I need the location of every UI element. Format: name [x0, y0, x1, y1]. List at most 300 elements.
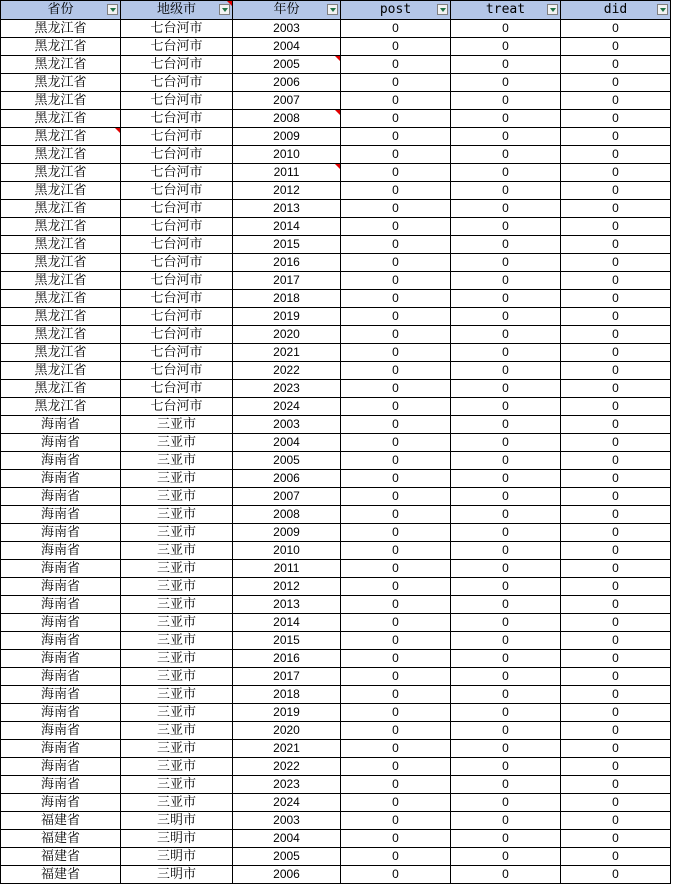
year-cell[interactable]: 2005	[233, 56, 341, 74]
treat-cell[interactable]: 0	[451, 794, 561, 812]
city-cell[interactable]: 三明市	[121, 866, 233, 884]
did-cell[interactable]: 0	[561, 380, 671, 398]
year-cell[interactable]: 2006	[233, 74, 341, 92]
treat-cell[interactable]: 0	[451, 776, 561, 794]
treat-cell[interactable]: 0	[451, 614, 561, 632]
year-cell[interactable]: 2004	[233, 830, 341, 848]
city-cell[interactable]: 七台河市	[121, 380, 233, 398]
year-cell[interactable]: 2003	[233, 812, 341, 830]
year-cell[interactable]: 2011	[233, 560, 341, 578]
post-cell[interactable]: 0	[341, 344, 451, 362]
city-cell[interactable]: 三亚市	[121, 632, 233, 650]
comment-indicator-icon[interactable]	[335, 56, 340, 61]
post-cell[interactable]: 0	[341, 650, 451, 668]
city-cell[interactable]: 七台河市	[121, 326, 233, 344]
post-cell[interactable]: 0	[341, 848, 451, 866]
province-cell[interactable]: 黑龙江省	[1, 182, 121, 200]
treat-cell[interactable]: 0	[451, 398, 561, 416]
province-cell[interactable]: 海南省	[1, 524, 121, 542]
year-cell[interactable]: 2014	[233, 614, 341, 632]
year-cell[interactable]: 2015	[233, 236, 341, 254]
city-cell[interactable]: 七台河市	[121, 20, 233, 38]
header-did[interactable]	[561, 1, 671, 20]
did-cell[interactable]: 0	[561, 200, 671, 218]
year-cell[interactable]: 2023	[233, 380, 341, 398]
province-cell[interactable]: 黑龙江省	[1, 236, 121, 254]
post-cell[interactable]: 0	[341, 596, 451, 614]
city-cell[interactable]: 三亚市	[121, 794, 233, 812]
province-cell[interactable]: 黑龙江省	[1, 164, 121, 182]
year-cell[interactable]: 2015	[233, 632, 341, 650]
comment-indicator-icon[interactable]	[115, 128, 120, 133]
city-cell[interactable]: 三亚市	[121, 470, 233, 488]
year-cell[interactable]: 2005	[233, 452, 341, 470]
did-cell[interactable]: 0	[561, 650, 671, 668]
post-cell[interactable]: 0	[341, 218, 451, 236]
post-cell[interactable]: 0	[341, 830, 451, 848]
year-cell[interactable]: 2019	[233, 704, 341, 722]
treat-cell[interactable]: 0	[451, 866, 561, 884]
post-cell[interactable]: 0	[341, 452, 451, 470]
province-cell[interactable]: 海南省	[1, 722, 121, 740]
treat-cell[interactable]: 0	[451, 812, 561, 830]
city-cell[interactable]: 三亚市	[121, 416, 233, 434]
province-cell[interactable]: 黑龙江省	[1, 110, 121, 128]
year-cell[interactable]: 2016	[233, 254, 341, 272]
year-cell[interactable]: 2013	[233, 596, 341, 614]
year-cell[interactable]: 2020	[233, 326, 341, 344]
year-cell[interactable]: 2022	[233, 758, 341, 776]
did-cell[interactable]: 0	[561, 20, 671, 38]
did-cell[interactable]: 0	[561, 92, 671, 110]
did-cell[interactable]: 0	[561, 344, 671, 362]
did-cell[interactable]: 0	[561, 110, 671, 128]
year-cell[interactable]: 2021	[233, 740, 341, 758]
province-cell[interactable]: 海南省	[1, 542, 121, 560]
year-cell[interactable]: 2024	[233, 398, 341, 416]
post-cell[interactable]: 0	[341, 740, 451, 758]
filter-dropdown-icon[interactable]	[657, 4, 668, 15]
province-cell[interactable]: 福建省	[1, 866, 121, 884]
did-cell[interactable]: 0	[561, 812, 671, 830]
city-cell[interactable]: 七台河市	[121, 38, 233, 56]
province-cell[interactable]: 海南省	[1, 794, 121, 812]
city-cell[interactable]: 七台河市	[121, 254, 233, 272]
province-cell[interactable]: 海南省	[1, 470, 121, 488]
did-cell[interactable]: 0	[561, 668, 671, 686]
province-cell[interactable]: 海南省	[1, 560, 121, 578]
treat-cell[interactable]: 0	[451, 164, 561, 182]
post-cell[interactable]: 0	[341, 416, 451, 434]
post-cell[interactable]: 0	[341, 92, 451, 110]
treat-cell[interactable]: 0	[451, 326, 561, 344]
city-cell[interactable]: 七台河市	[121, 74, 233, 92]
did-cell[interactable]: 0	[561, 794, 671, 812]
province-cell[interactable]: 黑龙江省	[1, 38, 121, 56]
city-cell[interactable]: 三亚市	[121, 686, 233, 704]
treat-cell[interactable]: 0	[451, 632, 561, 650]
treat-cell[interactable]: 0	[451, 74, 561, 92]
year-cell[interactable]: 2007	[233, 92, 341, 110]
post-cell[interactable]: 0	[341, 236, 451, 254]
did-cell[interactable]: 0	[561, 362, 671, 380]
city-cell[interactable]: 三亚市	[121, 560, 233, 578]
year-cell[interactable]: 2008	[233, 110, 341, 128]
did-cell[interactable]: 0	[561, 506, 671, 524]
province-cell[interactable]: 黑龙江省	[1, 218, 121, 236]
post-cell[interactable]: 0	[341, 308, 451, 326]
city-cell[interactable]: 三亚市	[121, 524, 233, 542]
treat-cell[interactable]: 0	[451, 290, 561, 308]
year-cell[interactable]: 2003	[233, 20, 341, 38]
city-cell[interactable]: 三亚市	[121, 452, 233, 470]
province-cell[interactable]: 海南省	[1, 452, 121, 470]
province-cell[interactable]: 海南省	[1, 614, 121, 632]
filter-dropdown-icon[interactable]	[327, 4, 338, 15]
year-cell[interactable]: 2012	[233, 578, 341, 596]
year-cell[interactable]: 2007	[233, 488, 341, 506]
post-cell[interactable]: 0	[341, 668, 451, 686]
city-cell[interactable]: 七台河市	[121, 308, 233, 326]
city-cell[interactable]: 三亚市	[121, 596, 233, 614]
treat-cell[interactable]: 0	[451, 362, 561, 380]
did-cell[interactable]: 0	[561, 740, 671, 758]
city-cell[interactable]: 七台河市	[121, 200, 233, 218]
treat-cell[interactable]: 0	[451, 254, 561, 272]
province-cell[interactable]: 海南省	[1, 704, 121, 722]
header-year[interactable]	[233, 1, 341, 20]
year-cell[interactable]: 2004	[233, 38, 341, 56]
comment-indicator-icon[interactable]	[335, 110, 340, 115]
header-post[interactable]	[341, 1, 451, 20]
post-cell[interactable]: 0	[341, 38, 451, 56]
province-cell[interactable]: 海南省	[1, 758, 121, 776]
city-cell[interactable]: 七台河市	[121, 398, 233, 416]
filter-dropdown-icon[interactable]	[437, 4, 448, 15]
post-cell[interactable]: 0	[341, 524, 451, 542]
treat-cell[interactable]: 0	[451, 20, 561, 38]
treat-cell[interactable]: 0	[451, 686, 561, 704]
year-cell[interactable]: 2008	[233, 506, 341, 524]
header-city[interactable]	[121, 1, 233, 20]
did-cell[interactable]: 0	[561, 524, 671, 542]
province-cell[interactable]: 海南省	[1, 686, 121, 704]
did-cell[interactable]: 0	[561, 722, 671, 740]
comment-indicator-icon[interactable]	[335, 164, 340, 169]
post-cell[interactable]: 0	[341, 794, 451, 812]
did-cell[interactable]: 0	[561, 776, 671, 794]
post-cell[interactable]: 0	[341, 578, 451, 596]
city-cell[interactable]: 七台河市	[121, 56, 233, 74]
year-cell[interactable]: 2005	[233, 848, 341, 866]
did-cell[interactable]: 0	[561, 848, 671, 866]
post-cell[interactable]: 0	[341, 200, 451, 218]
city-cell[interactable]: 七台河市	[121, 92, 233, 110]
post-cell[interactable]: 0	[341, 128, 451, 146]
province-cell[interactable]: 黑龙江省	[1, 326, 121, 344]
post-cell[interactable]: 0	[341, 182, 451, 200]
did-cell[interactable]: 0	[561, 596, 671, 614]
post-cell[interactable]: 0	[341, 542, 451, 560]
year-cell[interactable]: 2004	[233, 434, 341, 452]
post-cell[interactable]: 0	[341, 146, 451, 164]
treat-cell[interactable]: 0	[451, 182, 561, 200]
year-cell[interactable]: 2018	[233, 290, 341, 308]
year-cell[interactable]: 2017	[233, 668, 341, 686]
did-cell[interactable]: 0	[561, 236, 671, 254]
province-cell[interactable]: 黑龙江省	[1, 200, 121, 218]
city-cell[interactable]: 七台河市	[121, 218, 233, 236]
year-cell[interactable]: 2023	[233, 776, 341, 794]
treat-cell[interactable]: 0	[451, 740, 561, 758]
province-cell[interactable]: 黑龙江省	[1, 74, 121, 92]
year-cell[interactable]: 2003	[233, 416, 341, 434]
province-cell[interactable]: 海南省	[1, 632, 121, 650]
year-cell[interactable]: 2006	[233, 866, 341, 884]
city-cell[interactable]: 三亚市	[121, 650, 233, 668]
did-cell[interactable]: 0	[561, 38, 671, 56]
did-cell[interactable]: 0	[561, 146, 671, 164]
province-cell[interactable]: 黑龙江省	[1, 254, 121, 272]
post-cell[interactable]: 0	[341, 470, 451, 488]
city-cell[interactable]: 三明市	[121, 812, 233, 830]
province-cell[interactable]: 海南省	[1, 740, 121, 758]
did-cell[interactable]: 0	[561, 542, 671, 560]
city-cell[interactable]: 三亚市	[121, 578, 233, 596]
did-cell[interactable]: 0	[561, 218, 671, 236]
treat-cell[interactable]: 0	[451, 470, 561, 488]
province-cell[interactable]: 黑龙江省	[1, 398, 121, 416]
province-cell[interactable]: 海南省	[1, 488, 121, 506]
treat-cell[interactable]: 0	[451, 668, 561, 686]
city-cell[interactable]: 七台河市	[121, 128, 233, 146]
province-cell[interactable]: 海南省	[1, 650, 121, 668]
province-cell[interactable]: 海南省	[1, 434, 121, 452]
treat-cell[interactable]: 0	[451, 704, 561, 722]
post-cell[interactable]: 0	[341, 722, 451, 740]
did-cell[interactable]: 0	[561, 308, 671, 326]
city-cell[interactable]: 三亚市	[121, 722, 233, 740]
city-cell[interactable]: 七台河市	[121, 110, 233, 128]
header-province[interactable]	[1, 1, 121, 20]
did-cell[interactable]: 0	[561, 290, 671, 308]
year-cell[interactable]: 2020	[233, 722, 341, 740]
province-cell[interactable]: 福建省	[1, 830, 121, 848]
post-cell[interactable]: 0	[341, 704, 451, 722]
did-cell[interactable]: 0	[561, 866, 671, 884]
city-cell[interactable]: 三明市	[121, 848, 233, 866]
did-cell[interactable]: 0	[561, 272, 671, 290]
post-cell[interactable]: 0	[341, 776, 451, 794]
treat-cell[interactable]: 0	[451, 524, 561, 542]
city-cell[interactable]: 七台河市	[121, 236, 233, 254]
post-cell[interactable]: 0	[341, 272, 451, 290]
city-cell[interactable]: 三亚市	[121, 506, 233, 524]
treat-cell[interactable]: 0	[451, 218, 561, 236]
treat-cell[interactable]: 0	[451, 380, 561, 398]
city-cell[interactable]: 三亚市	[121, 614, 233, 632]
post-cell[interactable]: 0	[341, 56, 451, 74]
post-cell[interactable]: 0	[341, 110, 451, 128]
treat-cell[interactable]: 0	[451, 650, 561, 668]
did-cell[interactable]: 0	[561, 830, 671, 848]
did-cell[interactable]: 0	[561, 56, 671, 74]
post-cell[interactable]: 0	[341, 812, 451, 830]
treat-cell[interactable]: 0	[451, 542, 561, 560]
city-cell[interactable]: 三亚市	[121, 542, 233, 560]
province-cell[interactable]: 海南省	[1, 506, 121, 524]
did-cell[interactable]: 0	[561, 488, 671, 506]
did-cell[interactable]: 0	[561, 326, 671, 344]
province-cell[interactable]: 黑龙江省	[1, 56, 121, 74]
did-cell[interactable]: 0	[561, 758, 671, 776]
treat-cell[interactable]: 0	[451, 56, 561, 74]
year-cell[interactable]: 2009	[233, 128, 341, 146]
did-cell[interactable]: 0	[561, 398, 671, 416]
did-cell[interactable]: 0	[561, 74, 671, 92]
treat-cell[interactable]: 0	[451, 38, 561, 56]
post-cell[interactable]: 0	[341, 866, 451, 884]
treat-cell[interactable]: 0	[451, 560, 561, 578]
post-cell[interactable]: 0	[341, 434, 451, 452]
city-cell[interactable]: 三亚市	[121, 758, 233, 776]
did-cell[interactable]: 0	[561, 578, 671, 596]
did-cell[interactable]: 0	[561, 182, 671, 200]
province-cell[interactable]: 海南省	[1, 776, 121, 794]
treat-cell[interactable]: 0	[451, 722, 561, 740]
year-cell[interactable]: 2010	[233, 542, 341, 560]
year-cell[interactable]: 2009	[233, 524, 341, 542]
did-cell[interactable]: 0	[561, 704, 671, 722]
post-cell[interactable]: 0	[341, 560, 451, 578]
post-cell[interactable]: 0	[341, 362, 451, 380]
city-cell[interactable]: 三亚市	[121, 434, 233, 452]
treat-cell[interactable]: 0	[451, 236, 561, 254]
province-cell[interactable]: 黑龙江省	[1, 344, 121, 362]
did-cell[interactable]: 0	[561, 434, 671, 452]
year-cell[interactable]: 2018	[233, 686, 341, 704]
year-cell[interactable]: 2011	[233, 164, 341, 182]
treat-cell[interactable]: 0	[451, 452, 561, 470]
province-cell[interactable]: 黑龙江省	[1, 308, 121, 326]
did-cell[interactable]: 0	[561, 470, 671, 488]
province-cell[interactable]: 黑龙江省	[1, 380, 121, 398]
treat-cell[interactable]: 0	[451, 578, 561, 596]
post-cell[interactable]: 0	[341, 254, 451, 272]
post-cell[interactable]: 0	[341, 488, 451, 506]
city-cell[interactable]: 七台河市	[121, 362, 233, 380]
treat-cell[interactable]: 0	[451, 830, 561, 848]
city-cell[interactable]: 七台河市	[121, 164, 233, 182]
post-cell[interactable]: 0	[341, 686, 451, 704]
year-cell[interactable]: 2017	[233, 272, 341, 290]
did-cell[interactable]: 0	[561, 452, 671, 470]
province-cell[interactable]: 黑龙江省	[1, 92, 121, 110]
header-treat[interactable]	[451, 1, 561, 20]
city-cell[interactable]: 七台河市	[121, 344, 233, 362]
province-cell[interactable]: 黑龙江省	[1, 272, 121, 290]
post-cell[interactable]: 0	[341, 614, 451, 632]
treat-cell[interactable]: 0	[451, 416, 561, 434]
province-cell[interactable]: 海南省	[1, 578, 121, 596]
year-cell[interactable]: 2022	[233, 362, 341, 380]
city-cell[interactable]: 三亚市	[121, 740, 233, 758]
filter-dropdown-icon[interactable]	[107, 4, 118, 15]
post-cell[interactable]: 0	[341, 758, 451, 776]
province-cell[interactable]: 海南省	[1, 416, 121, 434]
treat-cell[interactable]: 0	[451, 110, 561, 128]
did-cell[interactable]: 0	[561, 686, 671, 704]
year-cell[interactable]: 2014	[233, 218, 341, 236]
city-cell[interactable]: 七台河市	[121, 146, 233, 164]
treat-cell[interactable]: 0	[451, 92, 561, 110]
province-cell[interactable]: 海南省	[1, 596, 121, 614]
province-cell[interactable]: 海南省	[1, 668, 121, 686]
treat-cell[interactable]: 0	[451, 506, 561, 524]
province-cell[interactable]: 福建省	[1, 848, 121, 866]
city-cell[interactable]: 七台河市	[121, 272, 233, 290]
did-cell[interactable]: 0	[561, 416, 671, 434]
treat-cell[interactable]: 0	[451, 848, 561, 866]
did-cell[interactable]: 0	[561, 164, 671, 182]
city-cell[interactable]: 三亚市	[121, 776, 233, 794]
province-cell[interactable]: 黑龙江省	[1, 20, 121, 38]
post-cell[interactable]: 0	[341, 506, 451, 524]
post-cell[interactable]: 0	[341, 290, 451, 308]
year-cell[interactable]: 2021	[233, 344, 341, 362]
treat-cell[interactable]: 0	[451, 596, 561, 614]
post-cell[interactable]: 0	[341, 20, 451, 38]
did-cell[interactable]: 0	[561, 632, 671, 650]
treat-cell[interactable]: 0	[451, 272, 561, 290]
province-cell[interactable]: 黑龙江省	[1, 290, 121, 308]
year-cell[interactable]: 2016	[233, 650, 341, 668]
did-cell[interactable]: 0	[561, 560, 671, 578]
filter-dropdown-icon[interactable]	[547, 4, 558, 15]
city-cell[interactable]: 三明市	[121, 830, 233, 848]
year-cell[interactable]: 2019	[233, 308, 341, 326]
treat-cell[interactable]: 0	[451, 146, 561, 164]
treat-cell[interactable]: 0	[451, 128, 561, 146]
city-cell[interactable]: 三亚市	[121, 488, 233, 506]
post-cell[interactable]: 0	[341, 398, 451, 416]
treat-cell[interactable]: 0	[451, 344, 561, 362]
year-cell[interactable]: 2024	[233, 794, 341, 812]
post-cell[interactable]: 0	[341, 326, 451, 344]
city-cell[interactable]: 三亚市	[121, 668, 233, 686]
treat-cell[interactable]: 0	[451, 308, 561, 326]
year-cell[interactable]: 2012	[233, 182, 341, 200]
treat-cell[interactable]: 0	[451, 758, 561, 776]
comment-indicator-icon[interactable]	[227, 1, 232, 6]
city-cell[interactable]: 三亚市	[121, 704, 233, 722]
did-cell[interactable]: 0	[561, 614, 671, 632]
treat-cell[interactable]: 0	[451, 200, 561, 218]
post-cell[interactable]: 0	[341, 74, 451, 92]
city-cell[interactable]: 七台河市	[121, 290, 233, 308]
post-cell[interactable]: 0	[341, 632, 451, 650]
post-cell[interactable]: 0	[341, 380, 451, 398]
city-cell[interactable]: 七台河市	[121, 182, 233, 200]
province-cell[interactable]: 黑龙江省	[1, 362, 121, 380]
province-cell[interactable]: 黑龙江省	[1, 146, 121, 164]
province-cell[interactable]: 福建省	[1, 812, 121, 830]
did-cell[interactable]: 0	[561, 128, 671, 146]
year-cell[interactable]: 2006	[233, 470, 341, 488]
year-cell[interactable]: 2010	[233, 146, 341, 164]
post-cell[interactable]: 0	[341, 164, 451, 182]
province-cell[interactable]: 黑龙江省	[1, 128, 121, 146]
